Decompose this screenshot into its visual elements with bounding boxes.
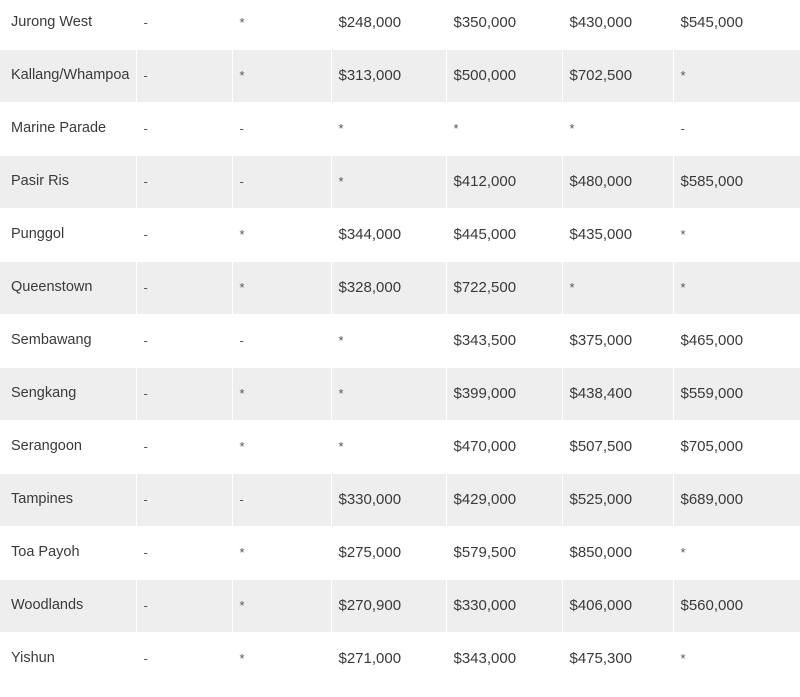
- price-cell: -: [136, 526, 232, 579]
- price-cell: $399,000: [446, 367, 562, 420]
- price-cell: *: [673, 261, 800, 314]
- town-cell: Woodlands: [0, 579, 136, 632]
- price-cell: $271,000: [331, 632, 446, 685]
- price-cell: -: [673, 102, 800, 155]
- price-cell: -: [232, 473, 331, 526]
- price-cell: $406,000: [562, 579, 673, 632]
- price-cell: -: [232, 102, 331, 155]
- price-cell: -: [136, 579, 232, 632]
- price-cell: $430,000: [562, 0, 673, 49]
- price-cell: $445,000: [446, 208, 562, 261]
- price-cell: $344,000: [331, 208, 446, 261]
- price-cell: *: [331, 420, 446, 473]
- price-cell: $480,000: [562, 155, 673, 208]
- price-cell: $545,000: [673, 0, 800, 49]
- price-cell: $500,000: [446, 49, 562, 102]
- price-cell: $429,000: [446, 473, 562, 526]
- table-row: [0, 0, 800, 49]
- town-cell: Queenstown: [0, 261, 136, 314]
- price-cell: $559,000: [673, 367, 800, 420]
- price-cell: $702,500: [562, 49, 673, 102]
- table-row: [0, 155, 800, 208]
- price-cell: -: [136, 0, 232, 49]
- town-cell: Kallang/Whampoa: [0, 49, 136, 102]
- price-cell: $435,000: [562, 208, 673, 261]
- price-cell: *: [232, 261, 331, 314]
- price-cell: $507,500: [562, 420, 673, 473]
- price-cell: $375,000: [562, 314, 673, 367]
- price-cell: $248,000: [331, 0, 446, 49]
- price-cell: -: [136, 261, 232, 314]
- price-cell: *: [331, 102, 446, 155]
- town-cell: Yishun: [0, 632, 136, 685]
- price-cell: $705,000: [673, 420, 800, 473]
- table-row: [0, 367, 800, 420]
- price-cell: *: [673, 49, 800, 102]
- price-cell: $475,300: [562, 632, 673, 685]
- price-cell: *: [331, 314, 446, 367]
- table-row: [0, 420, 800, 473]
- table-row: [0, 579, 800, 632]
- town-cell: Tampines: [0, 473, 136, 526]
- price-cell: $850,000: [562, 526, 673, 579]
- table-row: [0, 526, 800, 579]
- price-cell: -: [232, 155, 331, 208]
- price-cell: $560,000: [673, 579, 800, 632]
- price-cell: -: [232, 314, 331, 367]
- price-cell: *: [232, 420, 331, 473]
- price-cell: $470,000: [446, 420, 562, 473]
- price-cell: $579,500: [446, 526, 562, 579]
- price-cell: *: [562, 261, 673, 314]
- price-cell: $328,000: [331, 261, 446, 314]
- price-cell: $330,000: [331, 473, 446, 526]
- price-cell: -: [136, 420, 232, 473]
- price-cell: $722,500: [446, 261, 562, 314]
- town-cell: Pasir Ris: [0, 155, 136, 208]
- price-cell: -: [136, 208, 232, 261]
- price-cell: $343,000: [446, 632, 562, 685]
- price-cell: *: [232, 632, 331, 685]
- table-row: [0, 632, 800, 685]
- price-cell: $465,000: [673, 314, 800, 367]
- price-cell: $350,000: [446, 0, 562, 49]
- price-cell: *: [331, 155, 446, 208]
- price-cell: *: [232, 526, 331, 579]
- price-cell: *: [232, 579, 331, 632]
- price-cell: *: [562, 102, 673, 155]
- price-cell: -: [136, 367, 232, 420]
- price-cell: $313,000: [331, 49, 446, 102]
- town-cell: Punggol: [0, 208, 136, 261]
- price-cell: *: [232, 49, 331, 102]
- price-cell: *: [232, 208, 331, 261]
- town-cell: Serangoon: [0, 420, 136, 473]
- price-cell: -: [136, 632, 232, 685]
- price-cell: $412,000: [446, 155, 562, 208]
- price-cell: $275,000: [331, 526, 446, 579]
- price-cell: -: [136, 155, 232, 208]
- town-cell: Jurong West: [0, 0, 136, 49]
- table-row: [0, 314, 800, 367]
- table-row: [0, 208, 800, 261]
- price-cell: $525,000: [562, 473, 673, 526]
- town-cell: Sengkang: [0, 367, 136, 420]
- price-cell: -: [136, 102, 232, 155]
- table-row: [0, 261, 800, 314]
- price-cell: *: [232, 367, 331, 420]
- price-cell: $330,000: [446, 579, 562, 632]
- price-cell: $585,000: [673, 155, 800, 208]
- price-cell: *: [331, 367, 446, 420]
- price-cell: *: [673, 526, 800, 579]
- price-cell: -: [136, 473, 232, 526]
- town-cell: Sembawang: [0, 314, 136, 367]
- price-cell: *: [673, 208, 800, 261]
- table-row: [0, 473, 800, 526]
- price-cell: $343,500: [446, 314, 562, 367]
- price-cell: -: [136, 49, 232, 102]
- price-cell: -: [136, 314, 232, 367]
- table-row: [0, 49, 800, 102]
- price-cell: *: [232, 0, 331, 49]
- town-cell: Marine Parade: [0, 102, 136, 155]
- price-cell: $689,000: [673, 473, 800, 526]
- price-cell: $270,900: [331, 579, 446, 632]
- town-cell: Toa Payoh: [0, 526, 136, 579]
- price-cell: $438,400: [562, 367, 673, 420]
- price-cell: *: [446, 102, 562, 155]
- price-cell: *: [673, 632, 800, 685]
- table-row: [0, 102, 800, 155]
